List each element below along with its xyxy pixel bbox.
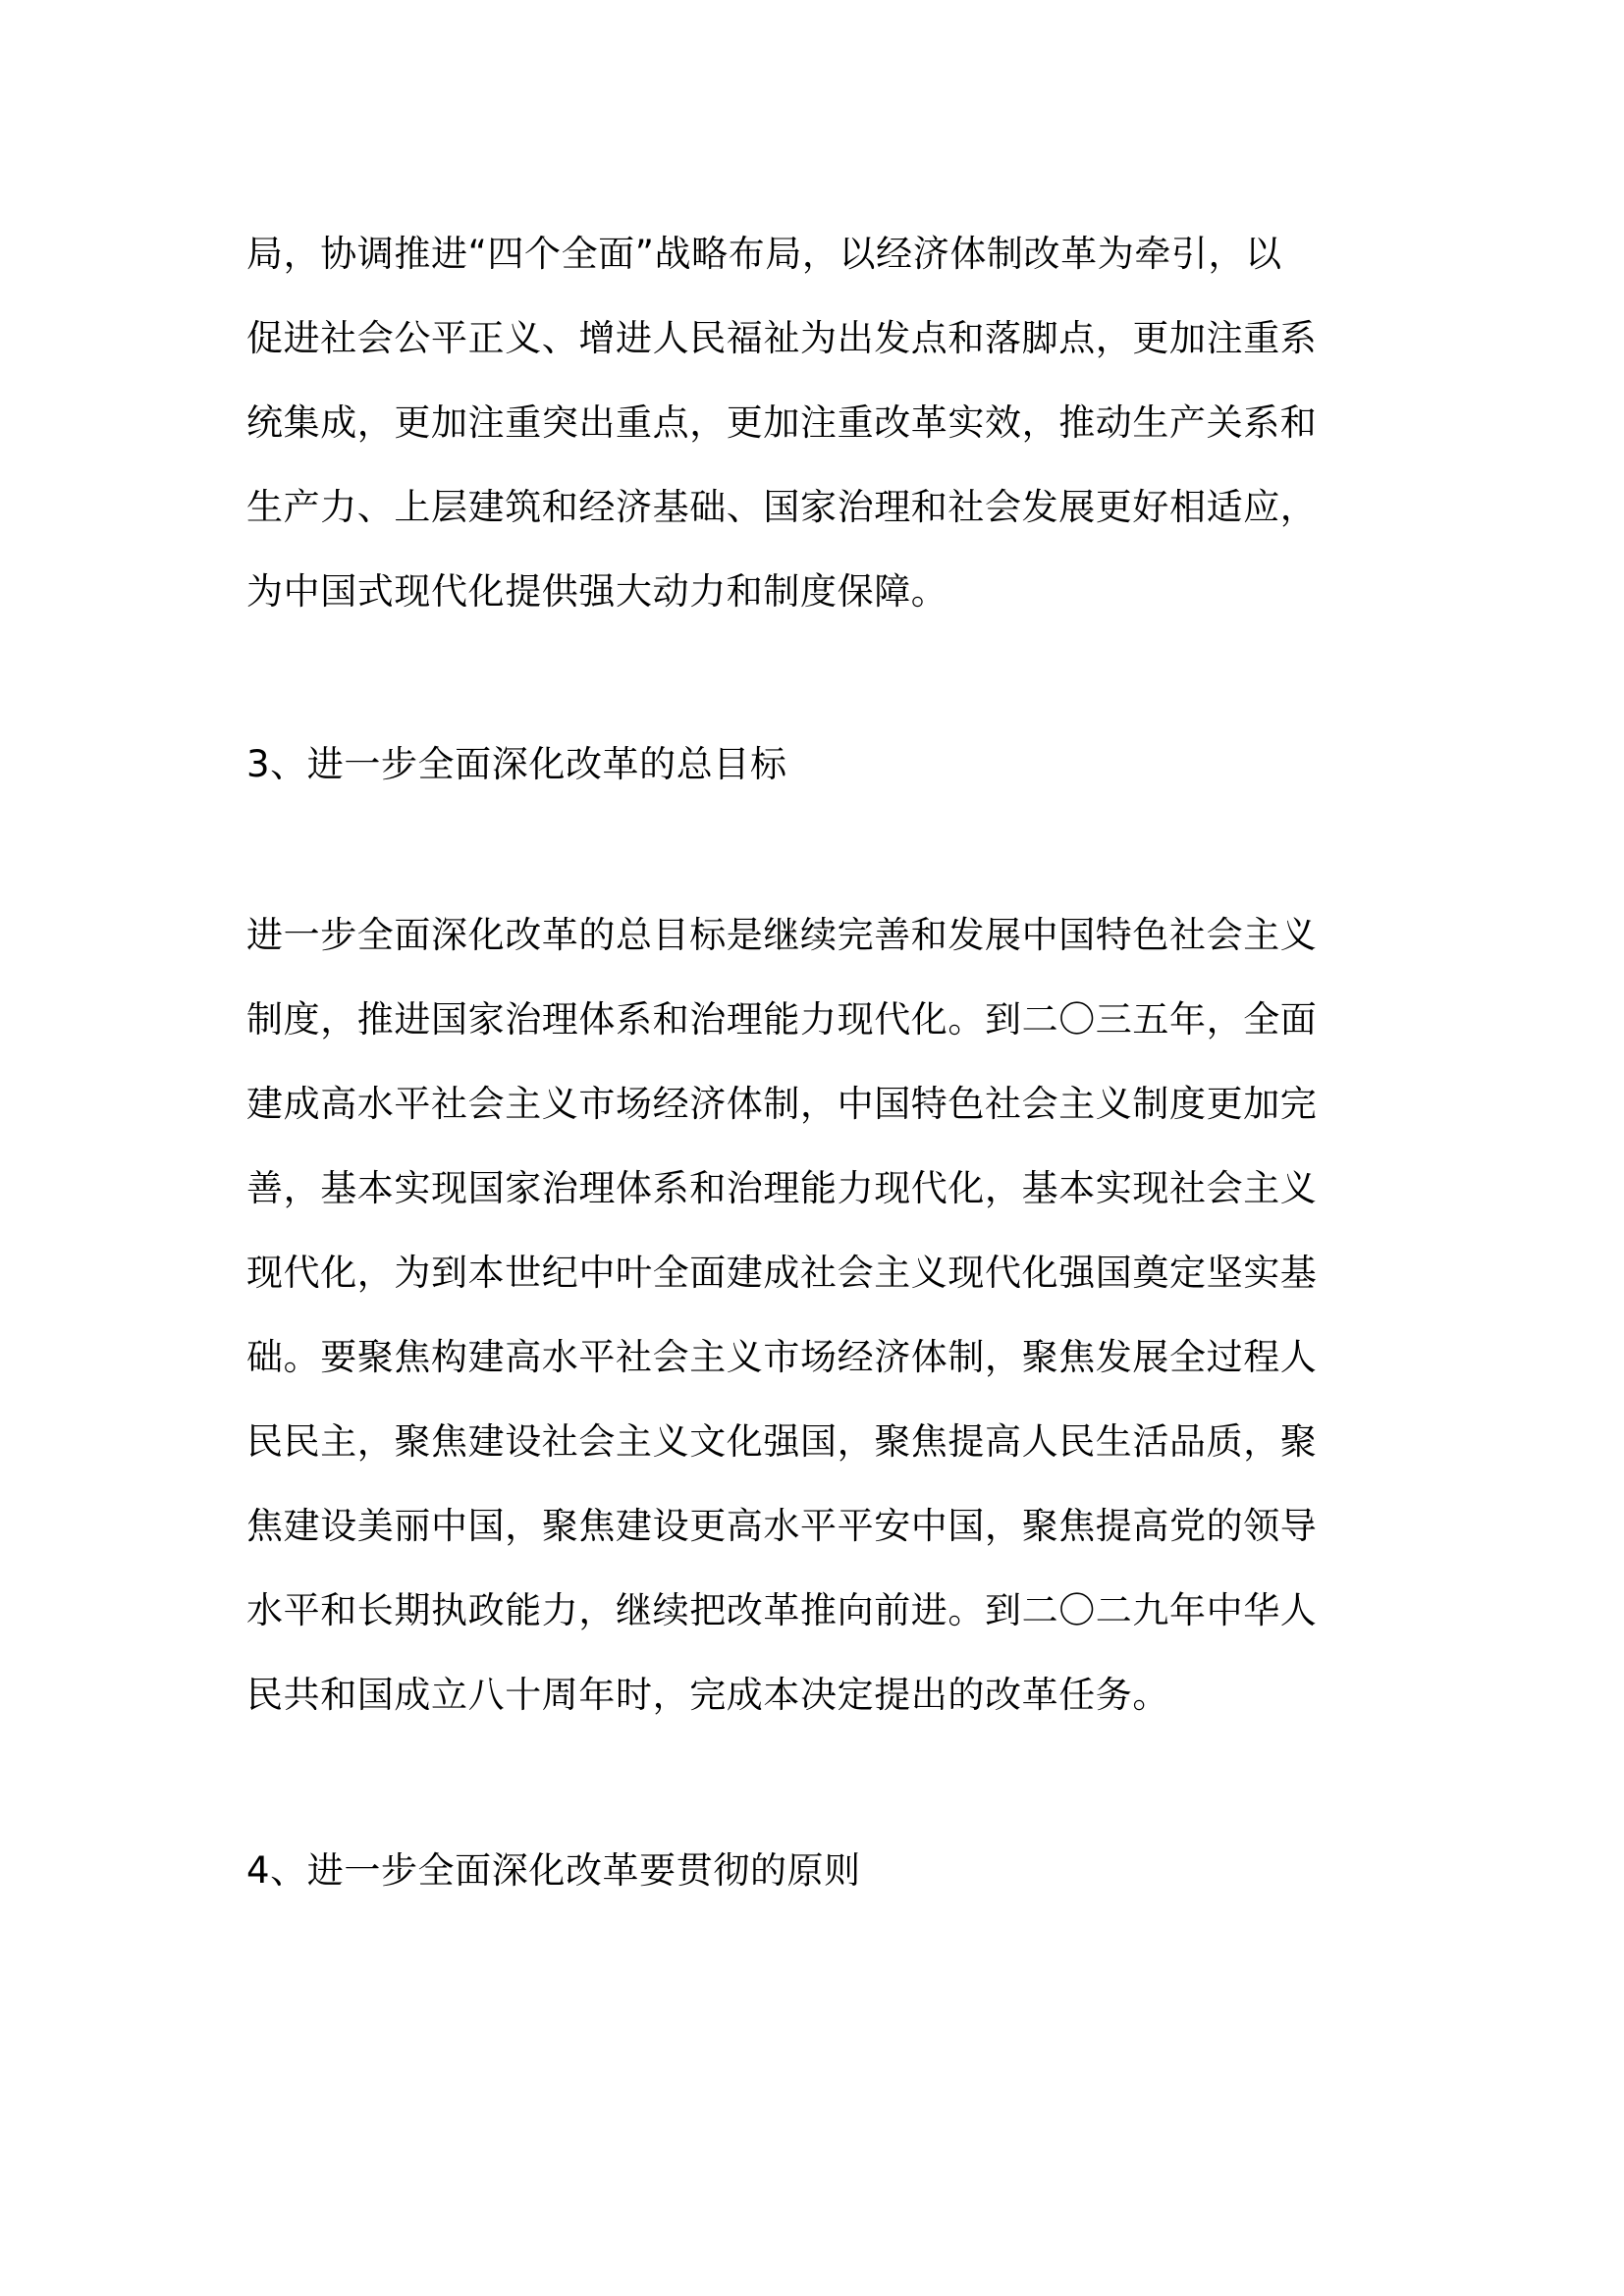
text-line: 促进社会公平正义、增进人民福祉为出发点和落脚点，更加注重系 bbox=[246, 317, 1318, 359]
section-heading-4 bbox=[246, 1829, 1378, 1913]
section-heading-3 bbox=[246, 722, 1378, 807]
text-line: 统集成，更加注重突出重点，更加注重改革实效，推动生产关系和 bbox=[246, 401, 1318, 444]
text-line: 进一步全面深化改革的总目标是继续完善和发展中国特色社会主义 bbox=[246, 914, 1318, 956]
text-line: 民共和国成立八十周年时，完成本决定提出的改革任务。 bbox=[246, 1674, 1169, 1716]
text-line: 善，基本实现国家治理体系和治理能力现代化，基本实现社会主义 bbox=[246, 1167, 1318, 1209]
text-line: 生产力、上层建筑和经济基础、国家治理和社会发展更好相适应， bbox=[246, 486, 1318, 528]
text-line: 焦建设美丽中国，聚焦建设更高水平平安中国，聚焦提高党的领导 bbox=[246, 1505, 1318, 1547]
text-line: 为中国式现代化提供强大动力和制度保障。 bbox=[246, 570, 948, 613]
text-line: 民民主，聚焦建设社会主义文化强国，聚焦提高人民生活品质，聚 bbox=[246, 1420, 1318, 1463]
text-line: 制度，推进国家治理体系和治理能力现代化。到二〇三五年，全面 bbox=[246, 998, 1318, 1041]
text-line: 现代化，为到本世纪中叶全面建成社会主义现代化强国奠定坚实基 bbox=[246, 1252, 1318, 1294]
text-line: 础。要聚焦构建高水平社会主义市场经济体制，聚焦发展全过程人 bbox=[246, 1336, 1318, 1378]
text-line: 水平和长期执政能力，继续把改革推向前进。到二〇二九年中华人 bbox=[246, 1589, 1318, 1631]
paragraph-overall-goal bbox=[246, 893, 1378, 1737]
heading-text: 4、进一步全面深化改革要贯彻的原则 bbox=[246, 1849, 861, 1892]
text-line: 建成高水平社会主义市场经济体制，中国特色社会主义制度更加完 bbox=[246, 1083, 1318, 1125]
paragraph-reform-approach bbox=[246, 212, 1378, 634]
heading-text: 3、进一步全面深化改革的总目标 bbox=[246, 743, 787, 785]
text-line: 局，协调推进“四个全面”战略布局，以经济体制改革为牵引，以 bbox=[246, 233, 1282, 275]
